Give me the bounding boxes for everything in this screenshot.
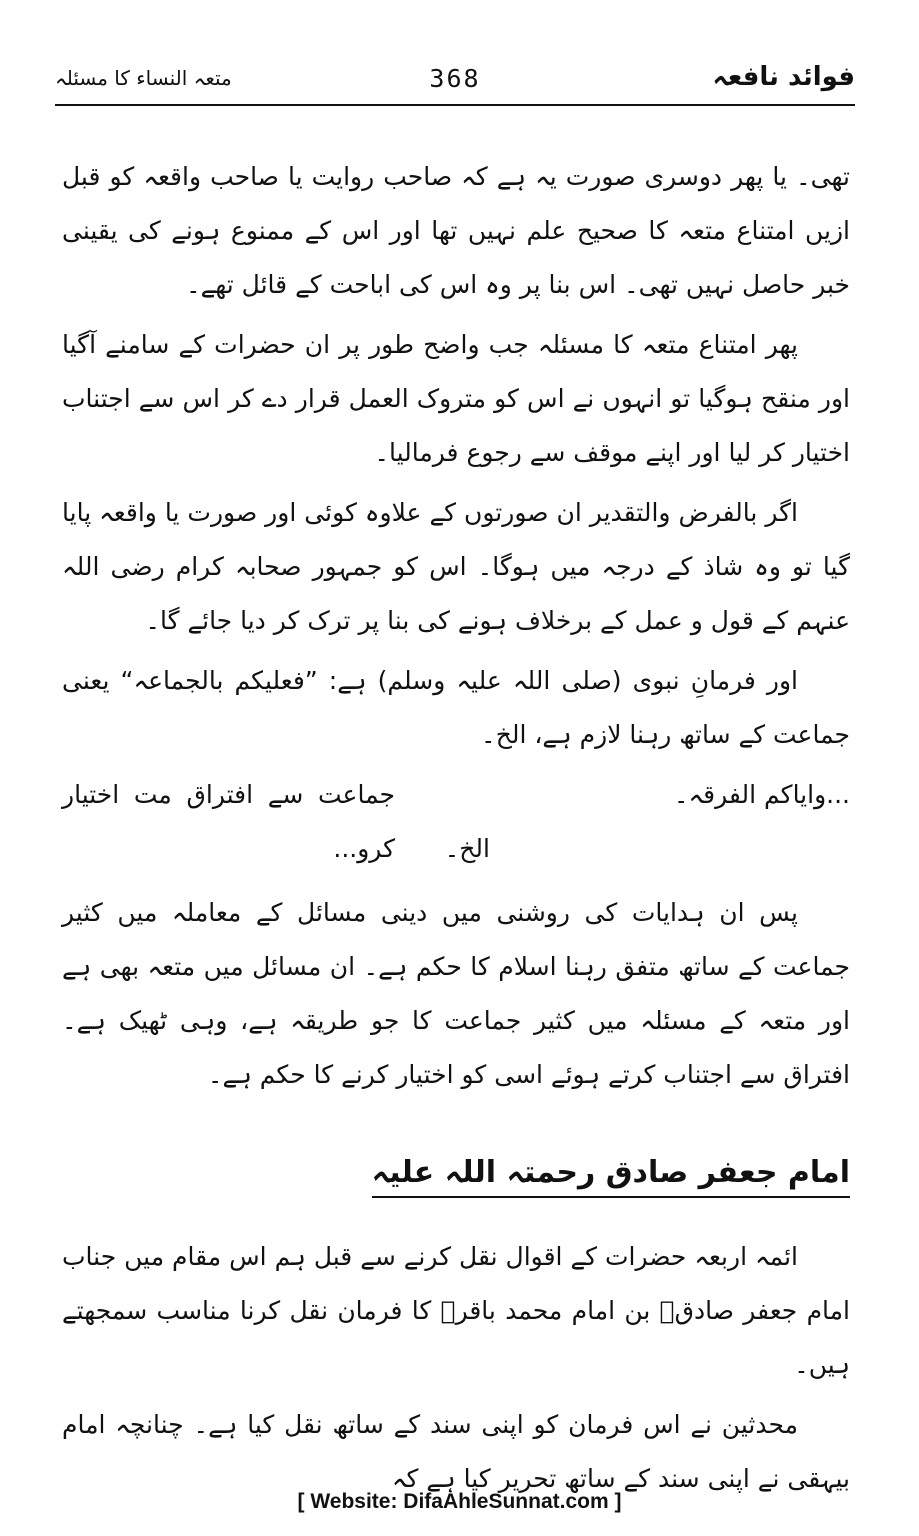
section-paragraph-1: ائمہ اربعہ حضرات کے اقوال نقل کرنے سے قبل ہم اس مقام میں جناب امام جعفر صادقؒ بن امام محمد باقرؒ کا فرمان نقل کرنا مناسب سمجھتے ہیں۔ — [62, 1242, 850, 1379]
header-rule — [55, 104, 855, 106]
paragraph-2: پھر امتناع متعہ کا مسئلہ جب واضح طور پر ان حضرات کے سامنے آگیا اور منقح ہوگیا تو انہوں نے اس کو متروک العمل قرار دے کر اس سے اجتناب اختیار کر لیا اور اپنے موقف سے رجوع فرمالیا۔ — [62, 330, 850, 467]
website-footer: [ Website: DifaAhleSunnat.com ] — [297, 1490, 622, 1513]
page-body — [62, 150, 850, 1512]
page-number: 368 — [429, 64, 481, 93]
section-heading — [62, 1146, 850, 1200]
quote-ends: الخ۔ — [444, 834, 490, 863]
section-heading-text: امام جعفر صادق رحمتہ اللہ علیہ — [372, 1155, 850, 1198]
paragraph-1: تھی۔ یا پھر دوسری صورت یہ ہے کہ صاحب روایت یا صاحب واقعہ کو قبل ازیں امتناع متعہ کا صحیح علم نہیں تھا اور اس کے ممنوع ہونے کی یقینی خبر حاصل نہیں تھی۔ اس بنا پر وہ اس کی اباحت کے قائل تھے۔ — [62, 162, 850, 299]
paragraph-after-quote: پس ان ہدایات کی روشنی میں دینی مسائل کے معاملہ میں کثیر جماعت کے ساتھ متفق رہنا اسلام کا حکم ہے۔ ان مسائل میں متعہ بھی ہے اور متعہ کے مسئلہ میں کثیر جماعت کا جو طریقہ ہے، وہی ٹھیک ہے۔ افتراق سے اجتناب کرتے ہوئے اسی کو اختیار کرنے کا حکم ہے۔ — [62, 898, 850, 1089]
page-header — [55, 62, 855, 102]
quote-arabic: ...وایاکم الفرقہ۔ — [673, 780, 850, 809]
paragraph-4: اور فرمانِ نبوی (صلی اللہ علیہ وسلم) ہے: ”فعلیکم بالجماعہ“ یعنی جماعت کے ساتھ رہنا لازم ہے، الخ۔ — [62, 666, 850, 749]
section-paragraph-2: محدثین نے اس فرمان کو اپنی سند کے ساتھ نقل کیا ہے۔ چنانچہ امام بیہقی نے اپنی سند کے ساتھ تحریر کیا ہے کہ — [62, 1410, 850, 1493]
chapter-title: متعہ النساء کا مسئلہ — [55, 66, 232, 90]
quote-translation: جماعت سے افتراق مت اختیار کرو... — [62, 780, 395, 863]
book-title: فوائد نافعہ — [712, 62, 855, 92]
paragraph-3: اگر بالفرض والتقدیر ان صورتوں کے علاوہ کوئی اور صورت یا واقعہ پایا گیا تو وہ شاذ کے درجہ میں ہوگا۔ اس کو جمہور صحابہ کرام رضی اللہ عنہم کے قول و عمل کے برخلاف ہونے کی بنا پر ترک کر دیا جائے گا۔ — [62, 498, 850, 635]
